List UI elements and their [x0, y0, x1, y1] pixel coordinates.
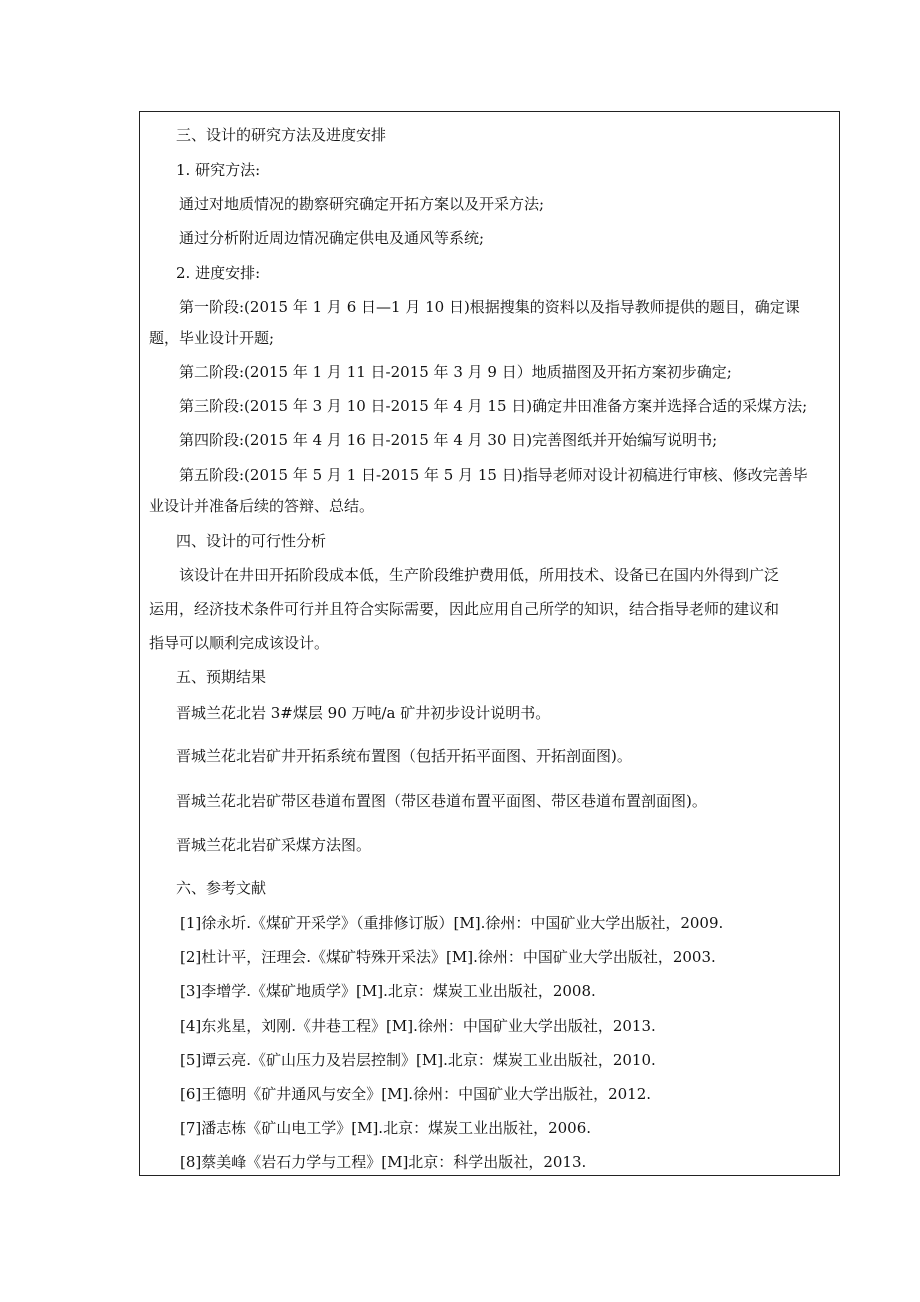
section5-heading: 五、预期结果 — [176, 668, 267, 686]
feasibility-line1: 该设计在井田开拓阶段成本低，生产阶段维护费用低，所用技术、设备已在国内外得到广泛 — [179, 566, 780, 584]
stage-4: 第四阶段:(2015 年 4 月 16 日-2015 年 4 月 30 日)完善图纸并开始编写说明书; — [179, 431, 718, 449]
reference-item: [3]李增学.《煤矿地质学》[M].北京：煤炭工业出版社，2008. — [180, 982, 596, 1000]
reference-item: [2]杜计平，汪理会.《煤矿特殊开采法》[M].徐州：中国矿业大学出版社，2003. — [180, 948, 716, 966]
reference-item: [5]谭云亮.《矿山压力及岩层控制》[M].北京：煤炭工业出版社，2010. — [180, 1051, 656, 1069]
section6-heading: 六、参考文献 — [176, 879, 267, 897]
section3-heading: 三、设计的研究方法及进度安排 — [176, 126, 387, 144]
stage-1-line2: 题，毕业设计开题; — [149, 329, 275, 347]
schedule-title: 2. 进度安排: — [176, 264, 261, 282]
reference-item: [1]徐永圻.《煤矿开采学》（重排修订版）[M].徐州：中国矿业大学出版社，2009. — [180, 914, 724, 932]
reference-item: [7]潘志栋《矿山电工学》[M].北京：煤炭工业出版社，2006. — [180, 1119, 592, 1137]
feasibility-line3: 指导可以顺利完成该设计。 — [149, 634, 330, 652]
expected-result-4: 晋城兰花北岩矿采煤方法图。 — [176, 836, 372, 854]
method-2: 通过分析附近周边情况确定供电及通风等系统; — [179, 229, 485, 247]
expected-result-2: 晋城兰花北岩矿井开拓系统布置图（包括开拓平面图、开拓剖面图)。 — [176, 747, 632, 765]
reference-item: [8]蔡美峰《岩石力学与工程》[M]北京：科学出版社，2013. — [180, 1153, 587, 1171]
feasibility-line2: 运用，经济技术条件可行并且符合实际需要，因此应用自己所学的知识，结合指导老师的建议和 — [149, 600, 780, 618]
expected-result-3: 晋城兰花北岩矿带区巷道布置图（带区巷道布置平面图、带区巷道布置剖面图)。 — [176, 792, 707, 810]
stage-5-line1: 第五阶段:(2015 年 5 月 1 日-2015 年 5 月 15 日)指导老师对设计初稿进行审核、修改完善毕 — [179, 466, 808, 484]
section4-heading: 四、设计的可行性分析 — [176, 532, 327, 550]
methods-title: 1. 研究方法: — [176, 161, 261, 179]
stage-5-line2: 业设计并准备后续的答辩、总结。 — [149, 497, 375, 515]
method-1: 通过对地质情况的勘察研究确定开拓方案以及开采方法; — [179, 195, 545, 213]
reference-item: [4]东兆星，刘刚.《井巷工程》[M].徐州：中国矿业大学出版社，2013. — [180, 1017, 656, 1035]
expected-result-1: 晋城兰花北岩 3#煤层 90 万吨/a 矿井初步设计说明书。 — [176, 704, 551, 722]
stage-2: 第二阶段:(2015 年 1 月 11 日-2015 年 3 月 9 日）地质描图及开拓方案初步确定; — [179, 363, 732, 381]
stage-1-line1: 第一阶段:(2015 年 1 月 6 日—1 月 10 日)根据搜集的资料以及指导教师提供的题目，确定课 — [179, 298, 800, 316]
reference-item: [6]王德明《矿井通风与安全》[M].徐州：中国矿业大学出版社，2012. — [180, 1085, 652, 1103]
stage-3: 第三阶段:(2015 年 3 月 10 日-2015 年 4 月 15 日)确定井田准备方案并选择合适的采煤方法; — [179, 397, 808, 415]
